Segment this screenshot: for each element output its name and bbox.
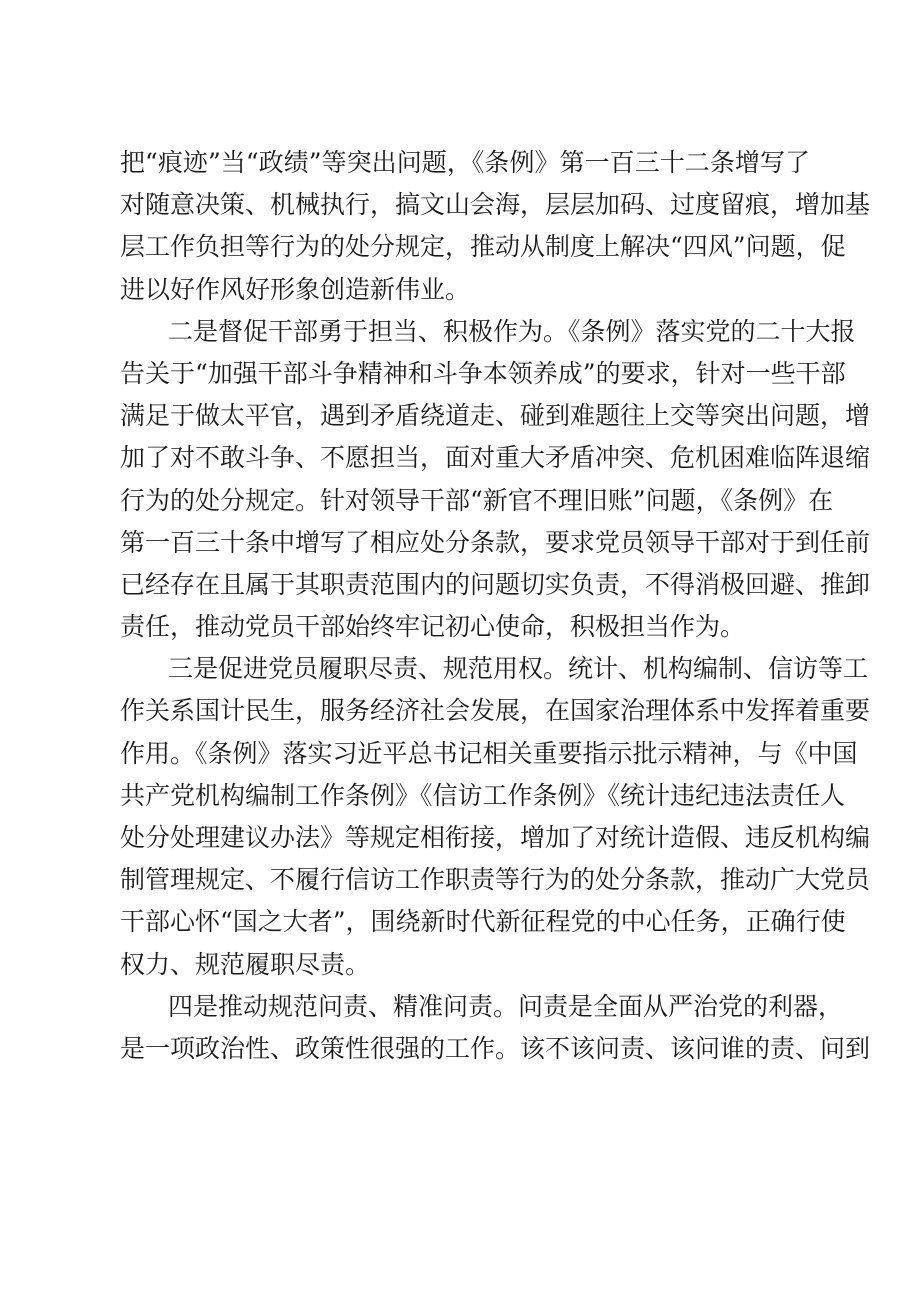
paragraph-first-line: 三是促进党员履职尽责、规范用权。统计、机构编制、信访等工 bbox=[168, 654, 869, 684]
text-line: 权力、规范履职尽责。 bbox=[120, 949, 371, 979]
text-line: 告关于“加强干部斗争精神和斗争本领养成”的要求，针对一些干部 bbox=[120, 358, 846, 388]
text-line: 干部心怀“国之大者”，围绕新时代新征程党的中心任务，正确行使 bbox=[120, 907, 846, 937]
text-line: 作用。《条例》落实习近平总书记相关重要指示批示精神，与《中国 bbox=[120, 738, 858, 768]
text-line: 处分处理建议办法》等规定相衔接，增加了对统计造假、违反机构编 bbox=[120, 823, 871, 852]
text-line: 责任，推动党员干部始终牢记初心使命，积极担当作为。 bbox=[120, 612, 746, 642]
text-line: 行为的处分规定。针对领导干部“新官不理旧账”问题，《条例》在 bbox=[120, 485, 834, 515]
text-line: 是一项政治性、政策性很强的工作。该不该问责、该问谁的责、问到 bbox=[120, 1033, 871, 1063]
text-line: 第一百三十条中增写了相应处分条款，要求党员领导干部对于到任前 bbox=[120, 527, 871, 557]
text-line: 共产党机构编制工作条例》《信访工作条例》《统计违纪违法责任人 bbox=[120, 780, 846, 810]
text-line: 已经存在且属于其职责范围内的问题切实负责，不得消极回避、推卸 bbox=[120, 569, 871, 599]
paragraph-first-line: 四是推动规范问责、精准问责。问责是全面从严治党的利器， bbox=[168, 991, 844, 1021]
text-line: 进以好作风好形象创造新伟业。 bbox=[120, 274, 471, 304]
text-line: 满足于做太平官，遇到矛盾绕道走、碰到难题往上交等突出问题，增 bbox=[120, 401, 871, 431]
body-text bbox=[120, 142, 871, 1070]
text-line: 把“痕迹”当“政绩”等突出问题，《条例》第一百三十二条增写了 bbox=[120, 148, 810, 177]
text-line: 制管理规定、不履行信访工作职责等行为的处分条款，推动广大党员 bbox=[120, 865, 871, 895]
text-line: 作关系国计民生，服务经济社会发展，在国家治理体系中发挥着重要 bbox=[120, 696, 871, 726]
text-line: 对随意决策、机械执行，搞文山会海，层层加码、过度留痕，增加基 bbox=[120, 190, 871, 220]
paragraph-first-line: 二是督促干部勇于担当、积极作为。《条例》落实党的二十大报 bbox=[168, 316, 856, 346]
text-line: 加了对不敢斗争、不愿担当，面对重大矛盾冲突、危机困难临阵退缩 bbox=[120, 443, 871, 473]
text-line: 层工作负担等行为的处分规定，推动从制度上解决“四风”问题，促 bbox=[120, 232, 846, 262]
